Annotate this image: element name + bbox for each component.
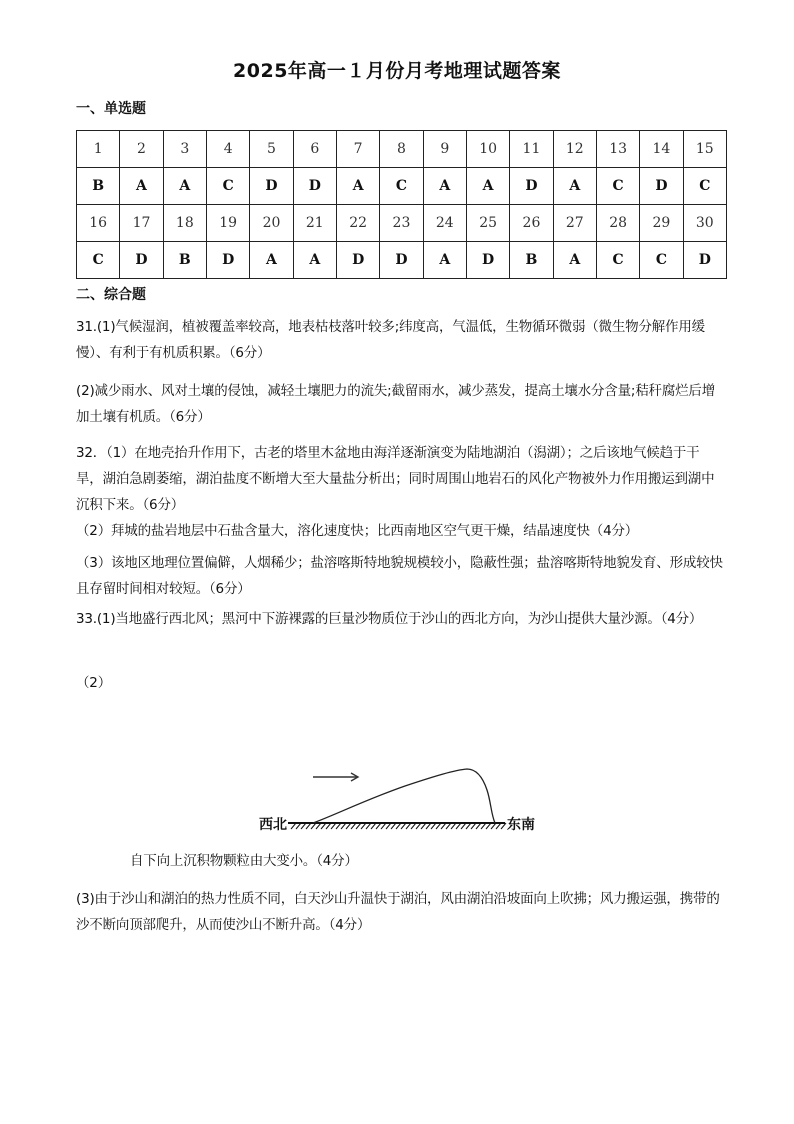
answer-cell: D	[206, 242, 249, 279]
question-number-cell: 15	[683, 131, 726, 168]
answer-33-2-label: （2）	[76, 675, 111, 691]
question-number-row	[77, 205, 727, 242]
answer-33-3: (3)由于沙山和湖泊的热力性质不同，白天沙山升温快于湖泊，风由湖泊沿坡面向上吹拂；风力搬运强，携带的沙不断向顶部爬升，从而使沙山不断升高。（4分）	[76, 891, 720, 933]
section-heading-single-choice: 一、单选题	[76, 101, 146, 117]
answer-cell: A	[423, 168, 466, 205]
question-number-cell: 24	[423, 205, 466, 242]
question-number-cell: 18	[163, 205, 206, 242]
answer-cell: B	[510, 242, 553, 279]
answer-33-1: 33.(1)当地盛行西北风；黑河中下游裸露的巨量沙物质位于沙山的西北方向，为沙山提供大量沙源。（4分）	[76, 611, 703, 627]
question-number-cell: 6	[293, 131, 336, 168]
answer-cell: D	[466, 242, 509, 279]
section-heading-comprehensive: 二、综合题	[76, 287, 146, 303]
answer-cell: C	[683, 168, 726, 205]
answer-cell: B	[77, 168, 120, 205]
question-number-cell: 23	[380, 205, 423, 242]
answer-cell: A	[163, 168, 206, 205]
answer-cell: D	[293, 168, 336, 205]
question-number-cell: 12	[553, 131, 596, 168]
question-number-cell: 19	[206, 205, 249, 242]
question-number-cell: 4	[206, 131, 249, 168]
question-number-cell: 13	[596, 131, 639, 168]
label-southeast: 东南	[507, 817, 535, 833]
question-number-cell: 26	[510, 205, 553, 242]
answer-cell: D	[120, 242, 163, 279]
answer-cell: C	[640, 242, 683, 279]
answer-cell: A	[250, 242, 293, 279]
question-number-cell: 14	[640, 131, 683, 168]
answer-cell: D	[640, 168, 683, 205]
answer-cell: D	[250, 168, 293, 205]
page-title: 2025年高一１月份月考地理试题答案	[233, 60, 561, 82]
question-number-cell: 7	[336, 131, 379, 168]
answer-cell: D	[380, 242, 423, 279]
question-number-cell: 10	[466, 131, 509, 168]
question-number-cell: 16	[77, 205, 120, 242]
answer-cell: A	[336, 168, 379, 205]
answer-cell: C	[596, 242, 639, 279]
question-number-cell: 22	[336, 205, 379, 242]
question-number-cell: 29	[640, 205, 683, 242]
answer-cell: C	[596, 168, 639, 205]
answer-cell: D	[510, 168, 553, 205]
answer-cell: C	[77, 242, 120, 279]
answer-cell: C	[380, 168, 423, 205]
answer-32-1: 32．（1）在地壳抬升作用下，古老的塔里木盆地由海洋逐渐演变为陆地湖泊（潟湖）；之后该地气候趋于干旱，湖泊急剧萎缩，湖泊盐度不断增大至大量盐分析出；同时周围山地岩石的风化产物被外力作用搬运到湖中沉积下来。（6分）	[76, 445, 715, 513]
question-number-cell: 27	[553, 205, 596, 242]
answer-31-2: (2)减少雨水、风对土壤的侵蚀，减轻土壤肥力的流失;截留雨水，减少蒸发，提高土壤水分含量;秸秆腐烂后增加土壤有机质。（6分）	[76, 383, 716, 425]
answer-row	[77, 168, 727, 205]
answer-32-3: （3）该地区地理位置偏僻，人烟稀少；盐溶喀斯特地貌规模较小，隐蔽性强；盐溶喀斯特地貌发育、形成较快且存留时间相对较短。（6分）	[76, 555, 723, 597]
question-number-cell: 17	[120, 205, 163, 242]
answer-table	[76, 130, 727, 279]
question-number-cell: 1	[77, 131, 120, 168]
question-number-cell: 8	[380, 131, 423, 168]
answer-31-1: 31.(1)气候湿润，植被覆盖率较高，地表枯枝落叶较多;纬度高，气温低，生物循环微弱（微生物分解作用缓慢）、有利于有机质积累。（6分）	[76, 319, 705, 361]
answer-row	[77, 242, 727, 279]
answer-cell: B	[163, 242, 206, 279]
answer-32-2: （2）拜城的盐岩地层中石盐含量大，溶化速度快；比西南地区空气更干燥，结晶速度快（4分）	[76, 523, 639, 539]
answer-cell: C	[206, 168, 249, 205]
answer-cell: D	[336, 242, 379, 279]
answer-cell: A	[553, 168, 596, 205]
question-number-cell: 28	[596, 205, 639, 242]
question-number-cell: 25	[466, 205, 509, 242]
answer-33-2: 自下向上沉积物颗粒由大变小。（4分）	[130, 853, 358, 869]
question-number-cell: 21	[293, 205, 336, 242]
answer-cell: D	[683, 242, 726, 279]
question-number-cell: 5	[250, 131, 293, 168]
answer-cell: A	[553, 242, 596, 279]
answer-cell: A	[423, 242, 466, 279]
question-number-cell: 20	[250, 205, 293, 242]
wind-arrow-icon	[313, 773, 358, 781]
answer-cell: A	[120, 168, 163, 205]
question-number-row	[77, 131, 727, 168]
question-number-cell: 30	[683, 205, 726, 242]
label-northwest: 西北	[259, 817, 287, 833]
answer-cell: A	[466, 168, 509, 205]
question-number-cell: 2	[120, 131, 163, 168]
question-number-cell: 9	[423, 131, 466, 168]
question-number-cell: 3	[163, 131, 206, 168]
question-number-cell: 11	[510, 131, 553, 168]
answer-cell: A	[293, 242, 336, 279]
